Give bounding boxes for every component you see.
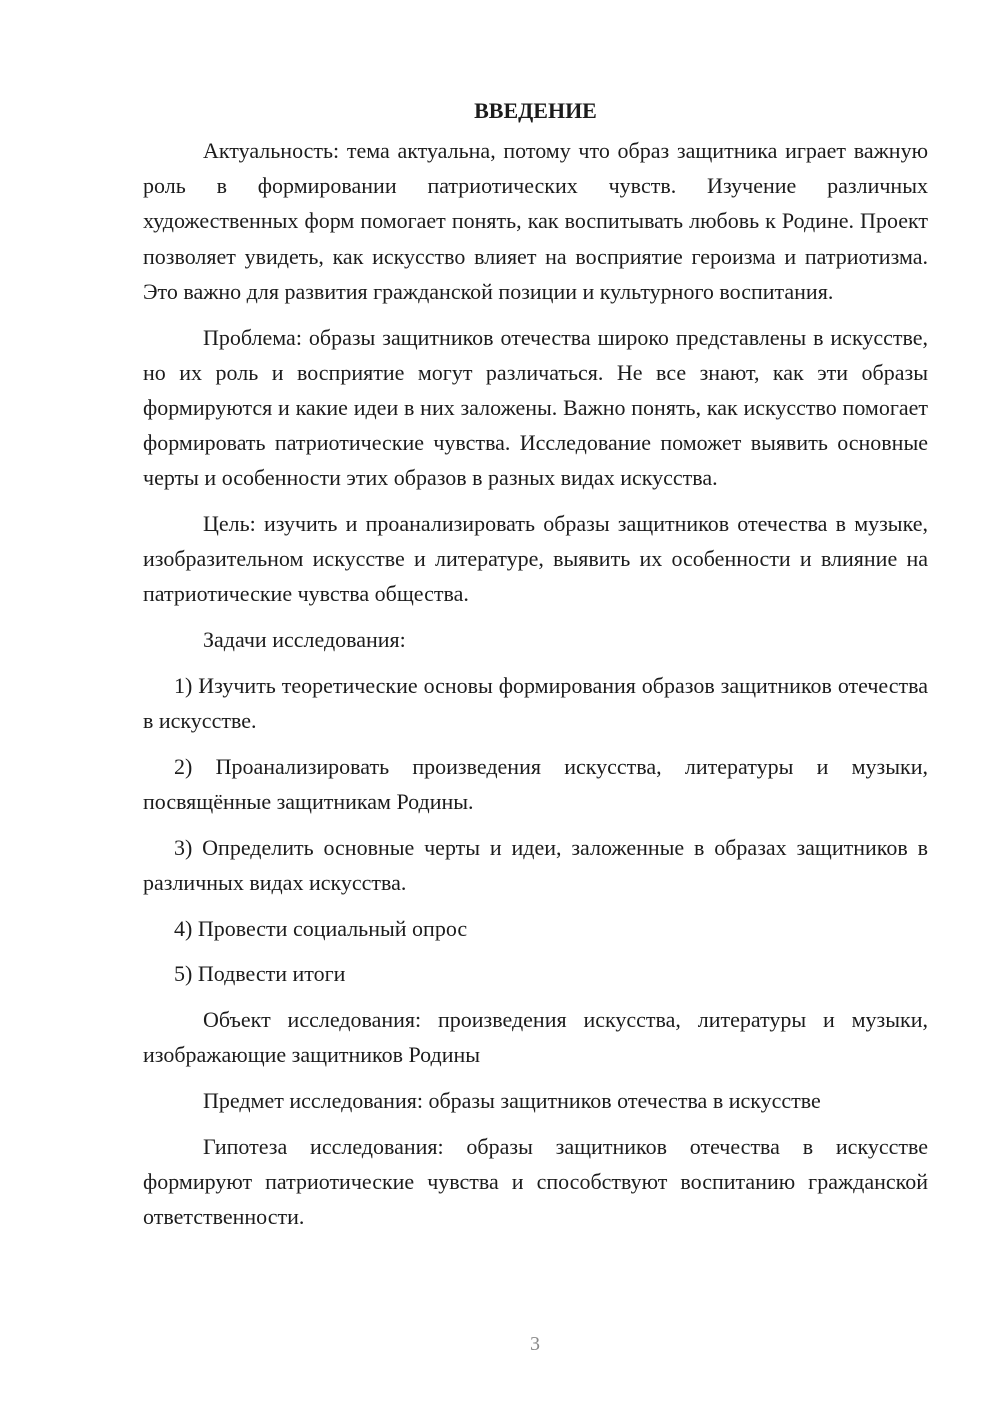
object-paragraph: Объект исследования: произведения искусства, литературы и музыки, изображающие защитников Родины <box>143 1006 928 1068</box>
page-content <box>143 95 928 1245</box>
task-item: 4) Провести социальный опрос <box>174 915 468 941</box>
problem-paragraph: Проблема: образы защитников отечества широко представлены в искусстве, но их роль и восприятие могут различаться. Не все знают, как эти образы формируются и какие идеи в них заложены. Важно понять, как искусство помогает формировать патриотические чувства. Исследование поможет выявить основные черты и особенности этих образов в разных видах искусства. <box>143 324 928 491</box>
tasks-heading: Задачи исследования: <box>203 627 406 653</box>
task-item: 5) Подвести итоги <box>174 961 346 987</box>
task-item: 3) Определить основные черты и идеи, заложенные в образах защитников в различных видах искусства. <box>143 834 928 895</box>
page-number: 3 <box>530 1333 540 1355</box>
hypothesis-paragraph: Гипотеза исследования: образы защитников отечества в искусстве формируют патриотические чувства и способствуют воспитанию гражданской ответственности. <box>143 1133 928 1229</box>
goal-paragraph: Цель: изучить и проанализировать образы защитников отечества в музыке, изобразительном искусстве и литературе, выявить их особенности и влияние на патриотические чувства общества. <box>143 511 928 607</box>
section-title: ВВЕДЕНИЕ <box>474 98 597 123</box>
task-item: 1) Изучить теоретические основы формирования образов защитников отечества в искусстве. <box>143 672 928 734</box>
relevance-paragraph: Актуальность: тема актуальна, потому что образ защитника играет важную роль в формировании патриотических чувств. Изучение различных художественных форм помогает понять, как воспитывать любовь к Родине. Проект позволяет увидеть, как искусство влияет на восприятие героизма и патриотизма. Это важно для развития гражданской позиции и культурного воспитания. <box>143 138 928 304</box>
subject-paragraph: Предмет исследования: образы защитников отечества в искусстве <box>203 1087 821 1113</box>
task-item: 2) Проанализировать произведения искусства, литературы и музыки, посвящённые защитникам Родины. <box>143 753 928 814</box>
